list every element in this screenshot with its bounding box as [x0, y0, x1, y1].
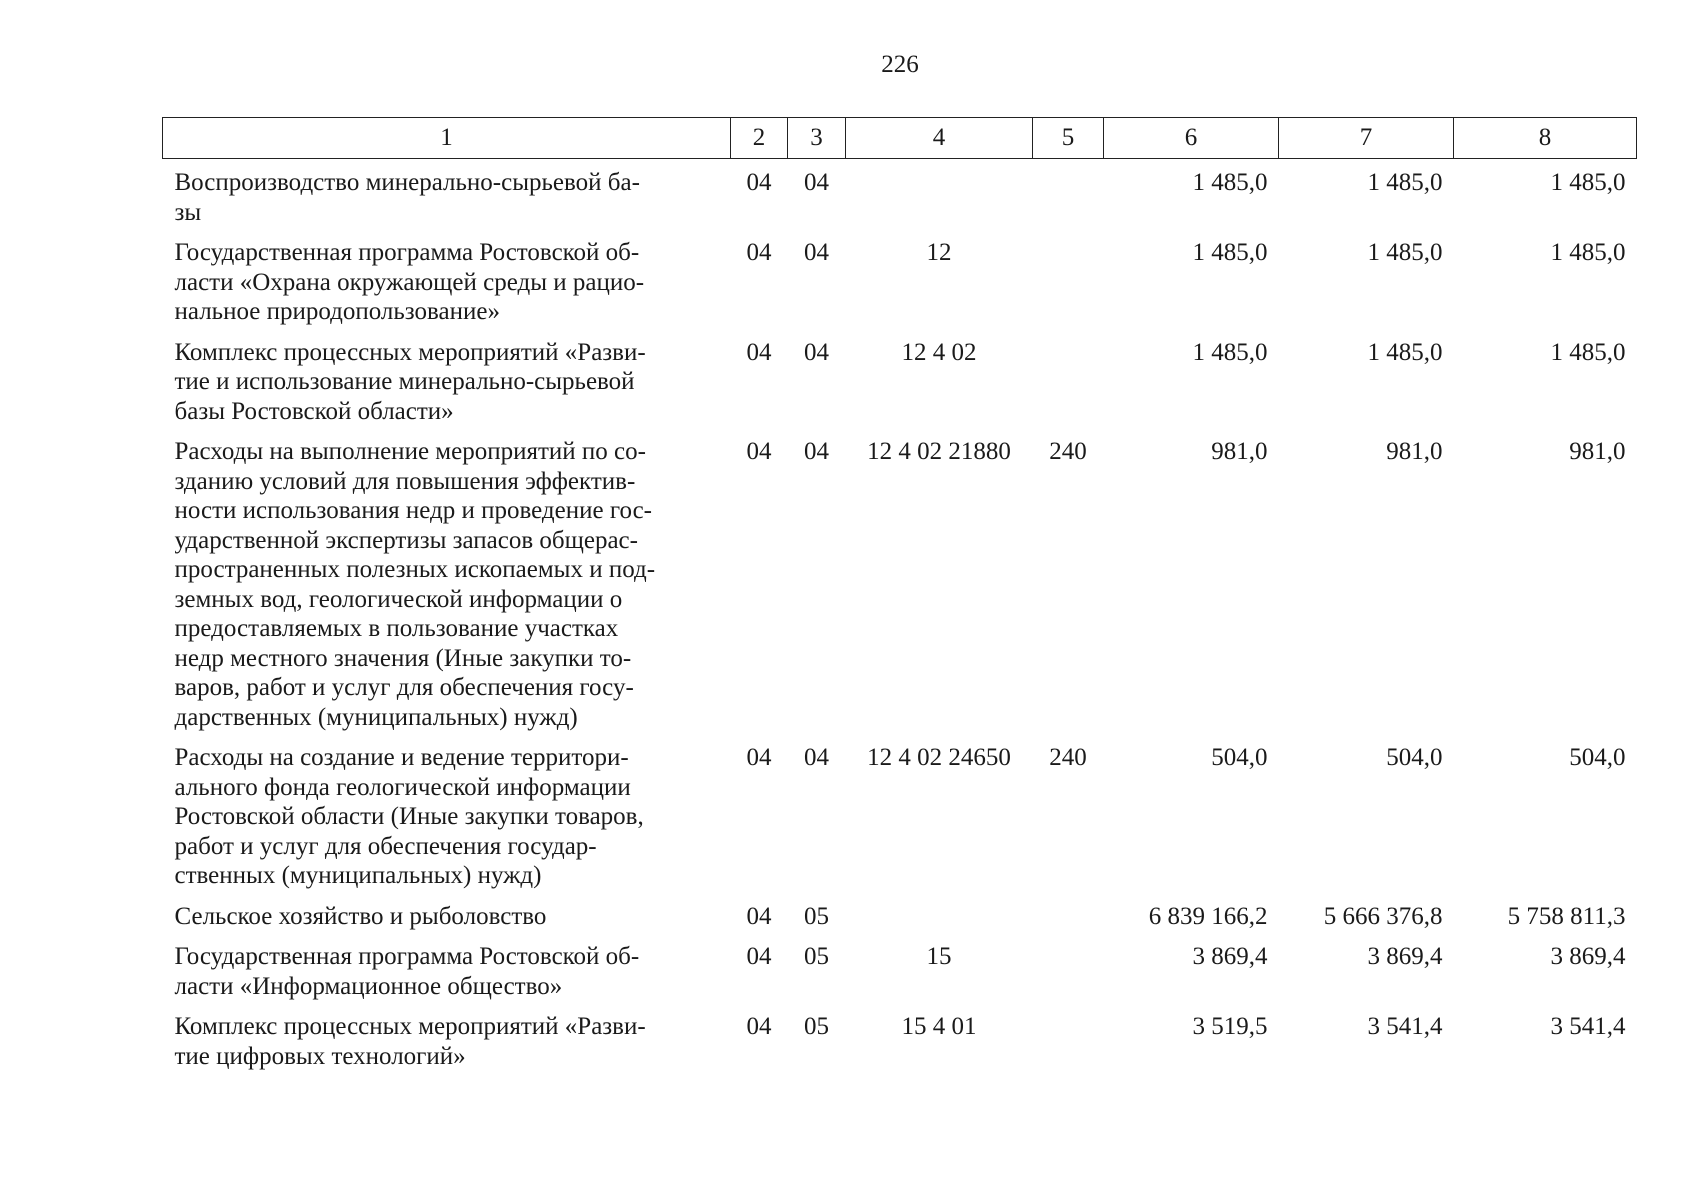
row-section: 04	[746, 438, 772, 465]
page-number: 226	[881, 51, 919, 78]
row-name	[163, 426, 731, 732]
table-row	[163, 227, 1637, 327]
header-row	[163, 118, 1637, 159]
row-target-item: 12 4 02 21880	[867, 438, 1011, 465]
row-amount-7: 1 485,0	[1367, 338, 1443, 366]
row-name-text: Государственная программа Ростовской об- ласти «Охрана окружающей среды и рацио- нальное природопользование»	[174, 239, 645, 325]
row-amount-8: 1 485,0	[1550, 239, 1626, 266]
row-subsection: 05	[804, 943, 829, 970]
row-target-item: 12 4 02 24650	[867, 744, 1011, 771]
budget-table	[162, 117, 1637, 1071]
row-target-item	[846, 159, 1033, 228]
row-name	[163, 732, 731, 891]
header-cell-8: 8	[1454, 118, 1637, 159]
row-amount-6: 1 485,0	[1192, 338, 1268, 366]
row-section: 04	[746, 169, 772, 196]
row-name-text: Сельское хозяйство и рыболовство	[174, 902, 547, 930]
row-subsection: 05	[804, 902, 829, 930]
row-section: 04	[746, 902, 772, 930]
row-amount-8: 1 485,0	[1550, 338, 1626, 366]
row-amount-8: 504,0	[1569, 744, 1626, 771]
row-name-text: Комплекс процессных мероприятий «Разви- тие и использование минерально-сырьевой базы Ростовской области»	[174, 338, 646, 425]
row-name-text: Расходы на создание и ведение территори- ального фонда геологической информации Ростовской области (Иные закупки товаров, работ и услуг для обеспечения государ- ственных (муниципальных) нужд)	[174, 744, 644, 889]
row-name	[163, 1001, 731, 1071]
row-amount-7: 981,0	[1386, 438, 1443, 465]
row-section: 04	[746, 239, 772, 266]
row-subsection: 04	[804, 239, 829, 266]
row-subsection: 04	[804, 169, 829, 196]
header-cell-5: 5	[1033, 118, 1104, 159]
row-expense-type	[1033, 227, 1104, 327]
header-cell-2: 2	[731, 118, 788, 159]
row-name-text: Расходы на выполнение мероприятий по со- зданию условий для повышения эффектив- ности использования недр и проведение гос- ударственной экспертизы запасов общерас- пространенных полезных ископаемых и под- земных вод, геологической информации о предоставляемых в пользование участках недр местного значения (Иные закупки то- варов, работ и услуг для обеспечения госу- дарственных (муниципальных) нужд)	[174, 438, 656, 731]
table-header	[163, 118, 1637, 159]
row-name	[163, 327, 731, 427]
row-expense-type	[1033, 159, 1104, 228]
header-cell-4: 4	[846, 118, 1033, 159]
row-target-item: 12 4 02	[901, 338, 977, 366]
table-row	[163, 327, 1637, 427]
row-subsection: 05	[804, 1013, 829, 1040]
row-name	[163, 931, 731, 1001]
row-amount-7: 1 485,0	[1367, 239, 1443, 266]
row-name-text: Воспроизводство минерально-сырьевой ба- зы	[174, 169, 640, 226]
row-amount-7: 1 485,0	[1367, 169, 1443, 196]
row-expense-type: 240	[1049, 438, 1087, 465]
table-row	[163, 732, 1637, 891]
row-subsection: 04	[804, 338, 829, 366]
row-expense-type: 240	[1049, 744, 1087, 771]
row-expense-type	[1033, 931, 1104, 1001]
table-body	[163, 159, 1637, 1072]
header-cell-3: 3	[788, 118, 846, 159]
row-amount-8: 5 758 811,3	[1507, 902, 1626, 930]
header-cell-1: 1	[163, 118, 731, 159]
row-subsection: 04	[804, 438, 829, 465]
row-amount-7: 5 666 376,8	[1323, 902, 1443, 930]
row-amount-6: 981,0	[1211, 438, 1268, 465]
row-amount-8: 1 485,0	[1550, 169, 1626, 196]
row-target-item: 15 4 01	[901, 1013, 977, 1040]
row-section: 04	[746, 1013, 772, 1040]
row-expense-type	[1033, 1001, 1104, 1071]
row-name-text: Государственная программа Ростовской об- ласти «Информационное общество»	[174, 943, 640, 1000]
row-name	[163, 891, 731, 932]
table-row	[163, 159, 1637, 228]
row-amount-6: 6 839 166,2	[1148, 902, 1268, 930]
row-amount-8: 3 869,4	[1550, 943, 1626, 970]
row-section: 04	[746, 338, 772, 366]
row-target-item: 15	[926, 943, 952, 970]
row-amount-7: 3 541,4	[1367, 1013, 1443, 1040]
row-name	[163, 227, 731, 327]
row-amount-7: 3 869,4	[1367, 943, 1443, 970]
row-amount-6: 504,0	[1211, 744, 1268, 771]
row-amount-6: 1 485,0	[1192, 169, 1268, 196]
row-subsection: 04	[804, 744, 829, 771]
row-amount-7: 504,0	[1386, 744, 1443, 771]
header-cell-7: 7	[1279, 118, 1454, 159]
row-expense-type	[1033, 327, 1104, 427]
table-row	[163, 931, 1637, 1001]
row-amount-6: 3 869,4	[1192, 943, 1268, 970]
header-cell-6: 6	[1104, 118, 1279, 159]
table-row	[163, 891, 1637, 932]
row-name	[163, 159, 731, 228]
row-section: 04	[746, 943, 772, 970]
row-amount-6: 3 519,5	[1192, 1013, 1268, 1040]
row-section: 04	[746, 744, 772, 771]
row-name-text: Комплекс процессных мероприятий «Разви- тие цифровых технологий»	[174, 1013, 646, 1070]
row-amount-6: 1 485,0	[1192, 239, 1268, 266]
row-amount-8: 981,0	[1569, 438, 1626, 465]
row-target-item: 12	[926, 239, 952, 266]
table-row	[163, 426, 1637, 732]
row-amount-8: 3 541,4	[1550, 1013, 1626, 1040]
table-row	[163, 1001, 1637, 1071]
row-target-item	[846, 891, 1033, 932]
row-expense-type	[1033, 891, 1104, 932]
